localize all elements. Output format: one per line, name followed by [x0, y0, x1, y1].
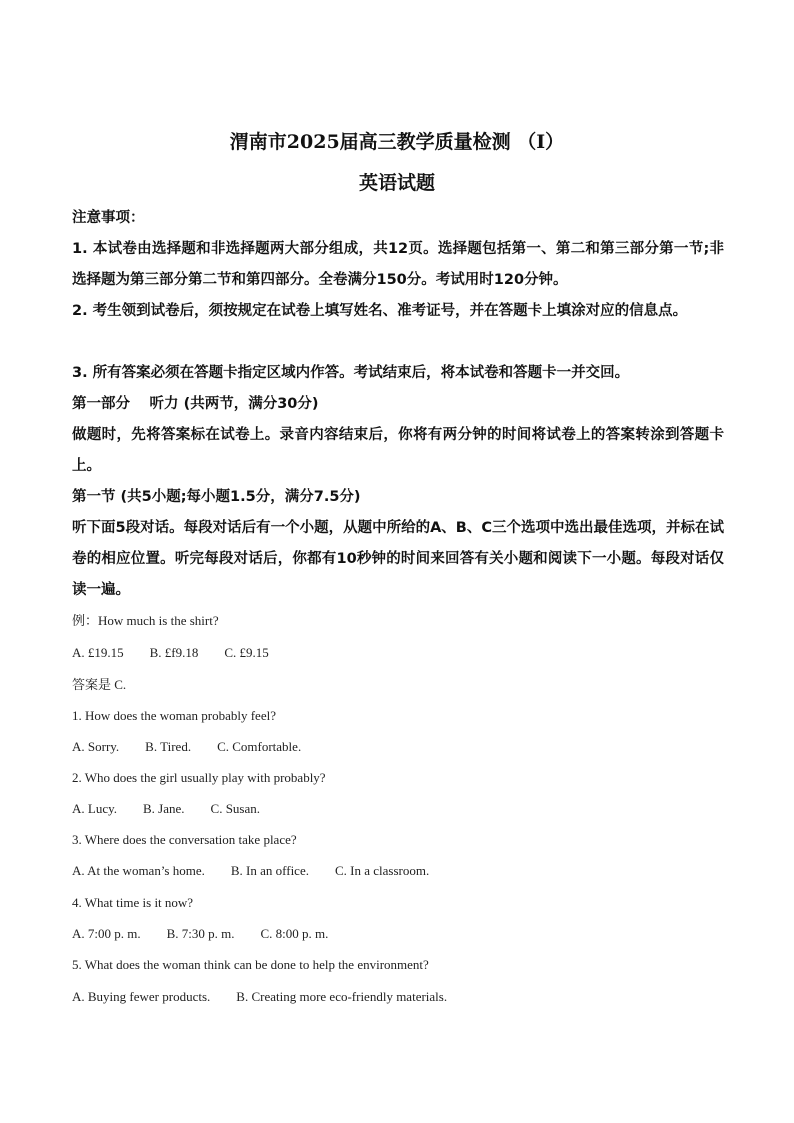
question-1: 1. How does the woman probably feel?: [72, 708, 276, 723]
question-3: 3. Where does the conversation take place?: [72, 832, 297, 847]
example-question: 例：How much is the shirt?: [72, 613, 219, 628]
question-2: 2. Who does the girl usually play with probably?: [72, 770, 326, 785]
exam-subtitle: 英语试题: [358, 172, 435, 194]
example-answer: 答案是 C.: [72, 677, 127, 692]
note-item-2: 2. 考生领到试卷后，须按规定在试卷上填写姓名、准考证号，并在答题卡上填涂对应的信息点。: [72, 303, 688, 319]
note-item-3: 3. 所有答案必须在答题卡指定区域内作答。考试结束后，将本试卷和答题卡一并交回。: [72, 365, 630, 381]
question-4-options: A. 7:00 p. m. B. 7:30 p. m. C. 8:00 p. m.: [72, 926, 329, 941]
example-options: A. £19.15 B. £f9.18 C. £9.15: [72, 645, 269, 660]
exam-title: 渭南市2025届高三教学质量检测 （Ⅰ）: [229, 131, 565, 153]
question-2-options: A. Lucy. B. Jane. C. Susan.: [72, 801, 261, 816]
question-4: 4. What time is it now?: [72, 895, 194, 910]
part1-heading: 第一部分 听力 (共两节，满分30分): [72, 396, 319, 412]
question-5: 5. What does the woman think can be done to help the environment?: [72, 957, 429, 972]
part1-instruction: 做题时，先将答案标在试卷上。录音内容结束后，你将有两分钟的时间将试卷上的答案转涂到答题卡上。: [72, 427, 724, 474]
notes-heading: 注意事项：: [72, 210, 145, 226]
question-5-options: A. Buying fewer products. B. Creating more eco-friendly materials.: [72, 989, 448, 1004]
note-item-1: 1. 本试卷由选择题和非选择题两大部分组成，共12页。选择题包括第一、第二和第三部分第一节;非选择题为第三部分第二节和第四部分。全卷满分150分。考试用时120分钟。: [72, 241, 724, 288]
section1-heading: 第一节 (共5小题;每小题1.5分，满分7.5分): [72, 489, 361, 505]
question-3-options: A. At the woman’s home. B. In an office. C. In a classroom.: [72, 863, 430, 878]
question-1-options: A. Sorry. B. Tired. C. Comfortable.: [72, 739, 302, 754]
section1-instruction: 听下面5段对话。每段对话后有一个小题，从题中所给的A、B、C三个选项中选出最佳选项，并标在试卷的相应位置。听完每段对话后，你都有10秒钟的时间来回答有关小题和阅读下一小题。每段对话仅读一遍。: [72, 520, 725, 598]
